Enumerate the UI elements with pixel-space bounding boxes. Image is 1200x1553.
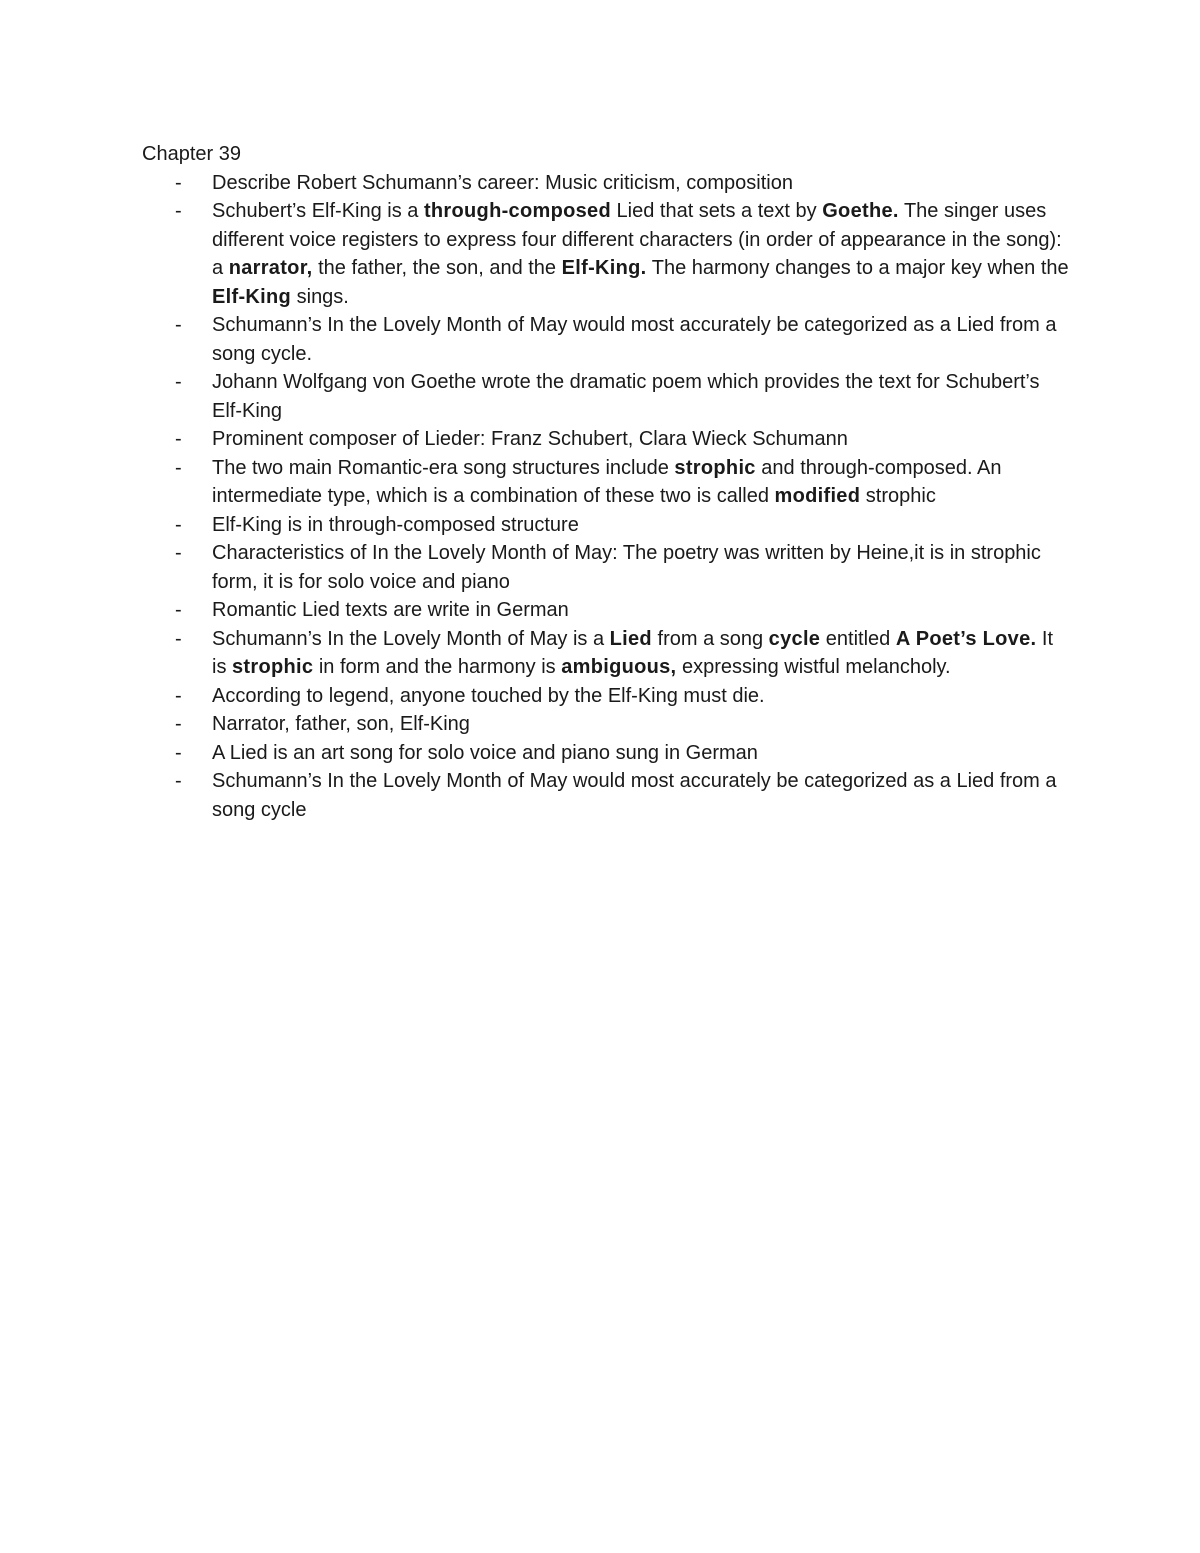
text-segment: Schubert’s Elf-King is a xyxy=(212,200,424,222)
bold-term: A Poet’s Love. xyxy=(895,627,1037,650)
bold-term: narrator, xyxy=(228,257,313,279)
bullet-item xyxy=(142,425,1072,454)
text-segment: in form and the harmony is xyxy=(313,656,562,678)
text-segment: expressing wistful melancholy. xyxy=(676,656,951,678)
chapter-title: Chapter 39 xyxy=(142,143,241,165)
bold-term: Lied xyxy=(609,627,652,650)
text-segment: The harmony changes to a major key when the xyxy=(646,257,1069,279)
bullet-item xyxy=(142,311,1072,368)
bullet-text xyxy=(212,628,1053,679)
bullet-item xyxy=(142,767,1072,824)
bullet-text xyxy=(212,542,1041,593)
text-segment: Elf-King is in through-composed structure xyxy=(212,513,579,536)
bold-term: ambiguous, xyxy=(561,656,677,678)
text-segment: Schumann’s In the Lovely Month of May would most accurately be categorized as a Lied from a song cycle. xyxy=(212,314,1057,365)
bullet-item xyxy=(142,368,1072,425)
bullet-item xyxy=(142,625,1072,682)
text-segment: Characteristics of In the Lovely Month of May: The poetry was written by Heine,it is in strophic form, it is for solo voice and piano xyxy=(212,542,1041,593)
bullet-item xyxy=(142,454,1072,511)
bullet-dash: - xyxy=(175,770,182,792)
bullet-dash: - xyxy=(175,713,182,735)
bullet-text xyxy=(212,428,848,450)
bullet-dash: - xyxy=(175,542,182,564)
bullet-item xyxy=(142,169,1072,198)
text-segment: The singer uses different voice registers to express four different characters (in order of appearance in the song): a xyxy=(212,200,1062,279)
bullet-dash: - xyxy=(175,684,182,707)
bullet-dash: - xyxy=(175,456,182,479)
bullet-text xyxy=(212,514,579,536)
text-segment: It is xyxy=(212,627,1054,678)
text-segment: Describe Robert Schumann’s career: Music criticism, composition xyxy=(212,171,793,194)
bullet-item xyxy=(142,539,1072,596)
bullet-item xyxy=(142,710,1072,739)
bullet-item xyxy=(142,682,1072,711)
text-segment: the father, the son, and the xyxy=(312,257,562,279)
bullet-dash: - xyxy=(175,314,182,336)
text-segment: sings. xyxy=(291,285,349,308)
text-segment: Prominent composer of Lieder: Franz Schubert, Clara Wieck Schumann xyxy=(212,428,848,450)
bullet-dash: - xyxy=(175,513,182,536)
bullet-item xyxy=(142,739,1072,768)
text-segment: Schumann’s In the Lovely Month of May would most accurately be categorized as a Lied from a song cycle xyxy=(212,770,1057,821)
text-segment: and through-composed. An intermediate type, which is a combination of these two is called xyxy=(212,456,1002,507)
bold-term: Elf-King xyxy=(212,285,292,308)
bullet-text xyxy=(212,200,1069,308)
text-segment: The two main Romantic-era song structures include xyxy=(212,456,675,479)
bullet-dash: - xyxy=(175,627,182,650)
bullet-dash: - xyxy=(175,741,182,764)
text-segment: Lied that sets a text by xyxy=(610,200,823,222)
bullet-list xyxy=(142,169,1072,825)
text-segment: strophic xyxy=(860,485,936,507)
bullet-text xyxy=(212,713,470,735)
bold-term: strophic xyxy=(232,656,314,678)
bullet-text xyxy=(212,770,1057,821)
bullet-text xyxy=(212,599,569,621)
text-segment: Johann Wolfgang von Goethe wrote the dramatic poem which provides the text for Schubert’s Elf-King xyxy=(212,371,1040,422)
bullet-item xyxy=(142,197,1072,311)
bullet-text xyxy=(212,742,758,764)
text-segment: Schumann’s In the Lovely Month of May is a xyxy=(212,627,610,650)
bullet-text xyxy=(212,371,1040,422)
text-segment: Narrator, father, son, Elf-King xyxy=(212,713,470,735)
bullet-item xyxy=(142,596,1072,625)
bullet-dash: - xyxy=(175,599,182,621)
text-segment: Romantic Lied texts are write in German xyxy=(212,599,569,621)
bullet-text xyxy=(212,314,1057,365)
bold-term: modified xyxy=(774,485,861,507)
bold-term: Goethe. xyxy=(822,200,899,222)
text-segment: from a song xyxy=(651,627,769,650)
bullet-dash: - xyxy=(175,428,182,450)
text-segment: According to legend, anyone touched by the Elf-King must die. xyxy=(212,684,765,707)
bullet-dash: - xyxy=(175,200,182,222)
document-body xyxy=(142,140,1072,824)
bullet-text xyxy=(212,172,793,194)
text-segment: A Lied is an art song for solo voice and piano sung in German xyxy=(212,741,758,764)
bold-term: through-composed xyxy=(423,200,611,222)
bullet-text xyxy=(212,685,765,707)
bullet-dash: - xyxy=(175,171,182,194)
bullet-dash: - xyxy=(175,371,182,393)
bold-term: Elf-King. xyxy=(561,257,647,279)
bullet-text xyxy=(212,457,1001,508)
text-segment: entitled xyxy=(820,627,896,650)
bold-term: cycle xyxy=(768,627,821,650)
bold-term: strophic xyxy=(674,456,756,479)
bullet-item xyxy=(142,511,1072,540)
